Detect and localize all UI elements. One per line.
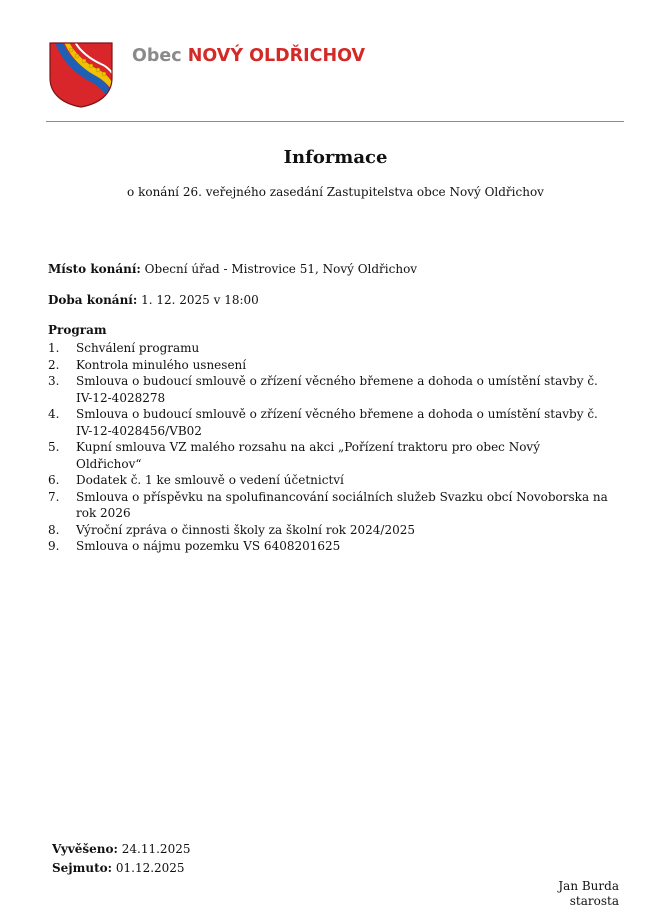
program-item-number: 1. [48, 341, 60, 355]
program-item-text: Smlouva o nájmu pozemku VS 6408201625 [76, 539, 341, 553]
program-item-text: Smlouva o budoucí smlouvě o zřízení věcného břemene a dohoda o umístění stavby č. IV-12-4028278 [76, 374, 598, 405]
posted-date [52, 840, 190, 859]
program-item [48, 373, 608, 406]
municipality-title [132, 46, 365, 66]
program-item-text: Kupní smlouva VZ malého rozsahu na akci „Pořízení traktoru pro obec Nový Oldřichov“ [76, 440, 540, 471]
meeting-place-label: Místo konání: [48, 262, 141, 276]
program-item-number: 6. [48, 473, 60, 487]
signatory-name: Jan Burda [558, 879, 619, 893]
program-item [48, 472, 608, 489]
program-heading: Program [48, 323, 107, 337]
posting-dates [52, 840, 190, 878]
coat-of-arms-icon [49, 42, 113, 108]
meeting-place [48, 262, 417, 276]
letterhead [49, 42, 625, 110]
document-title: Informace [283, 147, 388, 168]
program-item-number: 9. [48, 539, 60, 553]
meeting-time-label: Doba konání: [48, 293, 138, 307]
program-item-text: Dodatek č. 1 ke smlouvě o vedení účetnictví [76, 473, 344, 487]
program-item-text: Výroční zpráva o činnosti školy za školní rok 2024/2025 [76, 522, 415, 537]
program-list [48, 340, 608, 555]
program-item [48, 538, 608, 555]
program-item-text: Smlouva o budoucí smlouvě o zřízení věcného břemene a dohoda o umístění stavby č. IV-12-4028456/VB02 [76, 407, 598, 438]
removed-date [52, 859, 190, 878]
municipality-prefix: Obec [132, 46, 182, 66]
program-item [48, 340, 608, 357]
meeting-time-value: 1. 12. 2025 v 18:00 [137, 293, 259, 307]
removed-label: Sejmuto: [52, 861, 113, 875]
program-item-number: 8. [48, 522, 60, 537]
municipality-name: NOVÝ OLDŘICHOV [187, 46, 366, 66]
meeting-time [48, 293, 259, 307]
program-item-text: Kontrola minulého usnesení [76, 357, 247, 372]
posted-label: Vyvěšeno: [52, 842, 118, 856]
removed-value: 01.12.2025 [112, 861, 185, 875]
signature-block [558, 879, 619, 908]
program-item [48, 522, 608, 539]
program-item [48, 357, 608, 374]
program-item-number: 7. [48, 489, 60, 504]
signatory-role: starosta [569, 893, 619, 908]
program-item-text: Schválení programu [76, 341, 200, 355]
program-item-text: Smlouva o příspěvku na spolufinancování sociálních služeb Svazku obcí Novoborska na rok 2026 [76, 489, 608, 520]
program-item-number: 2. [48, 357, 60, 372]
program-item [48, 406, 608, 439]
program-item [48, 489, 608, 522]
program-item [48, 439, 608, 472]
program-item-number: 4. [48, 407, 60, 421]
program-item-number: 5. [48, 440, 60, 454]
program-item-number: 3. [48, 374, 60, 388]
meeting-place-value: Obecní úřad - Mistrovice 51, Nový Oldřichov [140, 262, 418, 276]
header-divider [46, 121, 624, 122]
document-subtitle: o konání 26. veřejného zasedání Zastupitelstva obce Nový Oldřichov [127, 185, 544, 199]
posted-value: 24.11.2025 [117, 842, 191, 856]
